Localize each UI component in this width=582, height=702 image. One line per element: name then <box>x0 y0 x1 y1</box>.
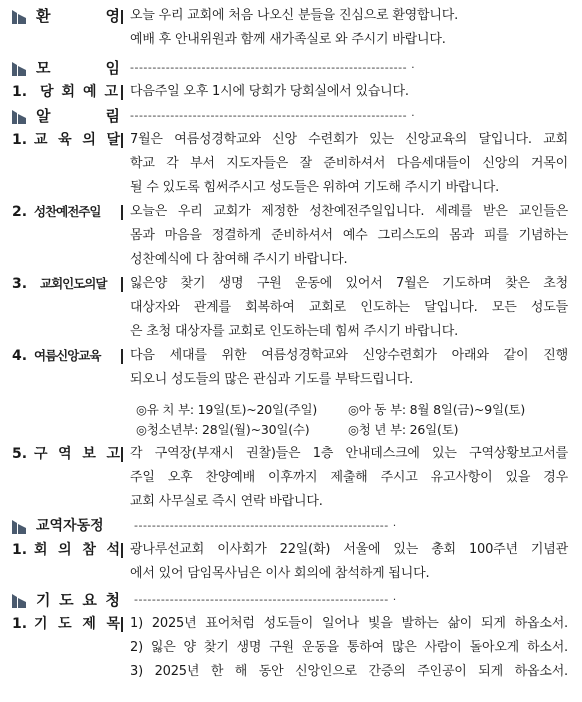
item-text: 7월은 여름성경학교와 신앙 수련회가 있는 신앙교육의 달입니다. 교회 학교 각 부서 지도자들은 잘 준비하셔서 다음세대들이 신앙의 거목이 될 수 있도록 힘써주시고 성도들은 위하여 기도해 주시기 바랍니다. <box>130 132 568 195</box>
item-text: 다음주일 오후 1시에 당회가 당회실에서 있습니다. <box>130 84 409 99</box>
item-number: 3. <box>12 276 28 292</box>
item-label: 당 회 예 고 <box>40 84 118 100</box>
item-label: 교 육 의 달 <box>34 132 120 148</box>
item-text: 오늘은 우리 교회가 제정한 성찬예전주일입니다. 세례를 받은 교인들은 몸과 마음을 정결하게 준비하셔서 예수 그리스도의 몸과 피를 기념하는 성찬예식에 다 참여해 주시기 바랍니다. <box>130 204 568 267</box>
section-marker-icon <box>12 110 26 124</box>
section-marker-icon <box>12 594 26 608</box>
divider-bar <box>121 277 123 292</box>
schedule-row: ◎청소년부: 28일(월)~30일(수) ◎청 년 부: 26일(토) <box>136 422 459 437</box>
section-marker-icon <box>12 520 26 534</box>
divider-bar <box>121 10 123 24</box>
section-title-prayer: 기 도 요 청 <box>36 591 120 609</box>
item-text: 각 구역장(부재시 권찰)들은 1층 안내데스크에 있는 구역상황보고서를 주일 오후 찬양예배 이후까지 제출해 주시고 유고사항이 있을 경우 교회 사무실로 즉시 연락 바랍니다. <box>130 446 568 509</box>
item-label: 성찬예전주일 <box>34 204 101 219</box>
item-label: 회 의 참 석 <box>34 542 120 558</box>
item-number: 4. <box>12 348 28 364</box>
item-number: 1. <box>12 132 28 148</box>
divider-bar <box>121 447 123 462</box>
item-number: 5. <box>12 446 28 462</box>
item-label: 여름신앙교육 <box>34 348 101 363</box>
schedule-list <box>130 400 568 440</box>
section-dashes: --------------------------------------------------------- · <box>134 593 397 606</box>
item-text: 1) 2025년 표어처럼 성도들이 일어나 빛을 발하는 삶이 되게 하옵소서. 2) 잃은 양 찾기 생명 구원 운동을 통하여 많은 사람이 돌아오게 하소서. 3) 2025년 한 해 동안 신앙인으로 간증의 주인공이 되게 하옵소서. <box>130 616 568 679</box>
divider-bar <box>121 543 123 558</box>
divider-bar <box>121 133 123 148</box>
schedule-row: ◎유 치 부: 19일(토)~20일(주일) ◎아 동 부: 8월 8일(금)~9일(토) <box>136 402 526 417</box>
section-marker-icon <box>12 10 26 24</box>
section-title-welcome: 환 영 <box>36 7 120 25</box>
item-text: 광나루선교회 이사회가 22일(화) 서울에 있는 총회 100주년 기념관 에서 있어 담임목사님은 이사 회의에 참석하게 됩니다. <box>130 542 568 581</box>
section-dashes: --------------------------------------------------------- · <box>134 519 397 532</box>
section-marker-icon <box>12 62 26 76</box>
item-number: 2. <box>12 204 28 220</box>
item-number: 1. <box>12 542 28 558</box>
item-label: 교회인도의달 <box>40 276 107 291</box>
divider-bar <box>121 349 123 364</box>
item-label: 기 도 제 목 <box>34 616 120 632</box>
section-title-notice: 알 림 <box>36 107 120 125</box>
section-title-meeting: 모 임 <box>36 59 120 77</box>
welcome-text: 오늘 우리 교회에 처음 나오신 분들을 진심으로 환영합니다. 예배 후 안내위원과 함께 새가족실로 와 주시기 바랍니다. <box>130 8 459 47</box>
section-title-exchange: 교역자동정 <box>36 518 104 534</box>
item-label: 구 역 보 고 <box>34 446 120 462</box>
divider-bar <box>121 617 123 632</box>
section-dashes: -------------------------------------------------------------- · <box>130 61 416 74</box>
section-dashes: -------------------------------------------------------------- · <box>130 109 416 122</box>
divider-bar <box>121 205 123 220</box>
item-number: 1. <box>12 616 28 632</box>
divider-bar <box>121 85 123 100</box>
item-number: 1. <box>12 84 28 100</box>
item-text: 잃은양 찾기 생명 구원 운동에 있어서 7월은 기도하며 찾은 초청 대상자와 관계를 회복하여 교회로 인도하는 달입니다. 모든 성도들 은 초청 대상자를 교회로 인도하는데 힘써 주시기 바랍니다. <box>130 276 568 339</box>
item-text: 다음 세대를 위한 여름성경학교와 신앙수련회가 아래와 같이 진행 되오니 성도들의 많은 관심과 기도를 부탁드립니다. <box>130 348 568 387</box>
